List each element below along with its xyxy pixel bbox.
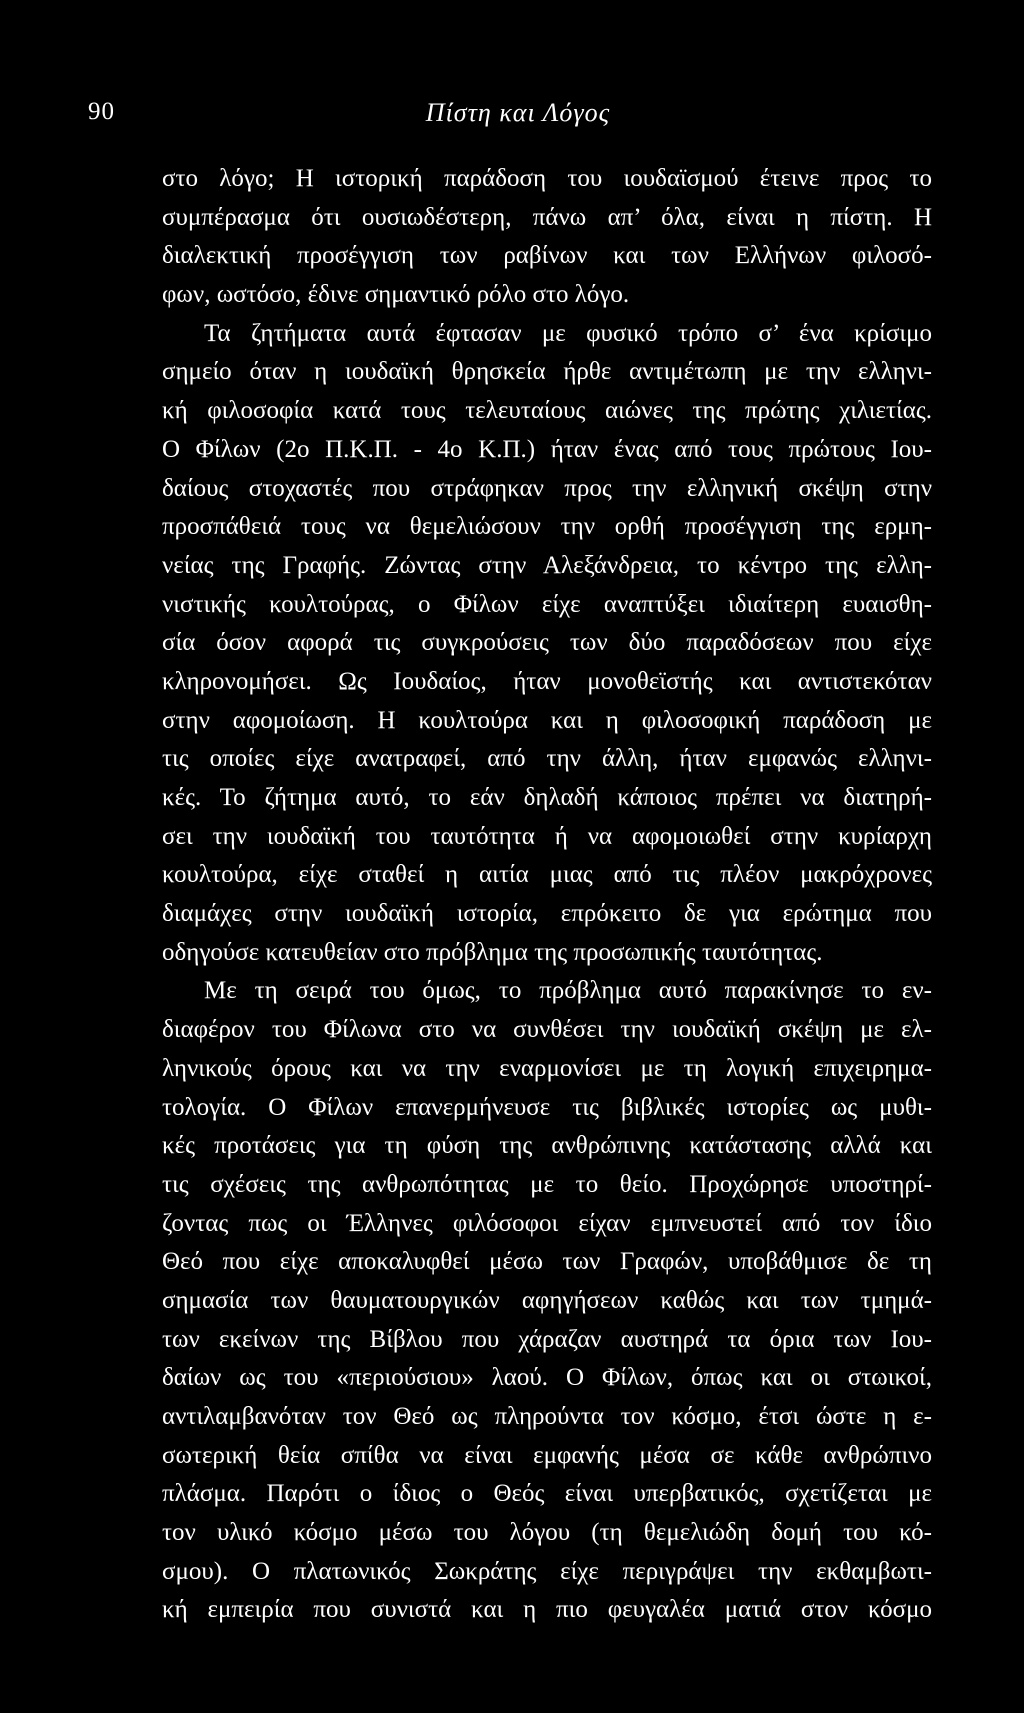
text-line: κουλτούρα, είχε σταθεί η αιτία μιας από τις πλέον μακρόχρονες (162, 861, 932, 889)
text-line: δαίων ως του «περιούσιου» λαού. Ο Φίλων, όπως και οι στωικοί, (162, 1364, 932, 1392)
text-line: φων, ωστόσο, έδινε σημαντικό ρόλο στο λόγο. (162, 281, 630, 309)
text-line: κή φιλοσοφία κατά τους τελευταίους αιώνες της πρώτης χιλιετίας. (162, 397, 932, 425)
text-line: σει την ιουδαϊκή του ταυτότητα ή να αφομοιωθεί στην κυρίαρχη (162, 822, 932, 850)
running-title: Πίστη και Λόγος (425, 98, 611, 127)
text-line: προσπάθειά τους να θεμελιώσουν την ορθή προσέγγιση της ερμη- (162, 513, 932, 541)
text-line: των εκείνων της Βίβλου που χάραζαν αυστηρά τα όρια των Ιου- (162, 1325, 932, 1353)
text-line: ληνικούς όρους και να την εναρμονίσει με τη λογική επιχειρημα- (162, 1054, 932, 1082)
text-line: πλάσμα. Παρότι ο ίδιος ο Θεός είναι υπερβατικός, σχετίζεται με (162, 1480, 932, 1508)
text-line: Με τη σειρά του όμως, το πρόβλημα αυτό παρακίνησε το εν- (204, 977, 932, 1005)
body-text (162, 160, 932, 1630)
text-line: νιστικής κουλτούρας, ο Φίλων είχε αναπτύξει ιδιαίτερη ευαισθη- (162, 590, 932, 618)
text-line: σμου). Ο πλατωνικός Σωκράτης είχε περιγράψει την εκθαμβωτι- (162, 1557, 932, 1585)
text-line: σημασία των θαυματουργικών αφηγήσεων καθώς και των τμημά- (162, 1286, 932, 1314)
text-line: ζοντας πως οι Έλληνες φιλόσοφοι είχαν εμπνευστεί από τον ίδιο (162, 1209, 932, 1237)
text-line: νείας της Γραφής. Ζώντας στην Αλεξάνδρεια, το κέντρο της ελλη- (162, 551, 932, 579)
text-line: τις σχέσεις της ανθρωπότητας με το θείο. Προχώρησε υποστηρί- (162, 1170, 932, 1198)
text-line: τον υλικό κόσμο μέσω του λόγου (τη θεμελιώδη δομή του κό- (162, 1519, 932, 1547)
text-line: οδηγούσε κατευθείαν στο πρόβλημα της προσωπικής ταυτότητας. (162, 938, 823, 966)
text-line: σωτερική θεία σπίθα να είναι εμφανής μέσα σε κάθε ανθρώπινο (162, 1441, 932, 1469)
text-line: κές. Το ζήτημα αυτό, το εάν δηλαδή κάποιος πρέπει να διατηρή- (162, 784, 932, 811)
text-line: Τα ζητήματα αυτά έφτασαν με φυσικό τρόπο σ’ ένα κρίσιμο (204, 319, 932, 347)
text-line: Θεό που είχε αποκαλυφθεί μέσω των Γραφών, υποβάθμισε δε τη (162, 1248, 932, 1276)
page-number: 90 (88, 98, 115, 125)
text-line: στην αφομοίωση. Η κουλτούρα και η φιλοσοφική παράδοση με (162, 706, 932, 734)
page-header (88, 98, 948, 134)
text-line: αντιλαμβανόταν τον Θεό ως πληρούντα τον κόσμο, έτσι ώστε η ε- (162, 1403, 932, 1430)
text-line: τις οποίες είχε ανατραφεί, από την άλλη, ήταν εμφανώς ελληνι- (162, 745, 932, 773)
text-line: στο λόγο; Η ιστορική παράδοση του ιουδαϊσμού έτεινε προς το (162, 165, 932, 192)
text-line: σημείο όταν η ιουδαϊκή θρησκεία ήρθε αντιμέτωπη με την ελληνι- (162, 358, 932, 386)
text-line: δαίους στοχαστές που στράφηκαν προς την ελληνική σκέψη στην (162, 474, 932, 502)
text-line: διαμάχες στην ιουδαϊκή ιστορία, επρόκειτο δε για ερώτημα που (162, 900, 932, 928)
text-line: κές προτάσεις για τη φύση της ανθρώπινης κατάστασης αλλά και (162, 1132, 932, 1160)
text-line: διαλεκτική προσέγγιση των ραβίνων και των Ελλήνων φιλοσό- (162, 242, 932, 270)
text-line: κή εμπειρία που συνιστά και η πιο φευγαλέα ματιά στον κόσμο (162, 1596, 932, 1624)
text-line: διαφέρον του Φίλωνα στο να συνθέσει την ιουδαϊκή σκέψη με ελ- (162, 1016, 932, 1044)
text-line: συμπέρασμα ότι ουσιωδέστερη, πάνω απ’ όλα, είναι η πίστη. Η (162, 203, 932, 231)
text-line: κληρονομήσει. Ως Ιουδαίος, ήταν μονοθεϊστής και αντιστεκόταν (162, 667, 932, 695)
text-line: τολογία. Ο Φίλων επανερμήνευσε τις βιβλικές ιστορίες ως μυθι- (162, 1093, 932, 1121)
text-line: Ο Φίλων (2ο Π.Κ.Π. - 4ο Κ.Π.) ήταν ένας από τους πρώτους Ιου- (162, 435, 932, 463)
text-line: σία όσον αφορά τις συγκρούσεις των δύο παραδόσεων που είχε (162, 629, 932, 657)
